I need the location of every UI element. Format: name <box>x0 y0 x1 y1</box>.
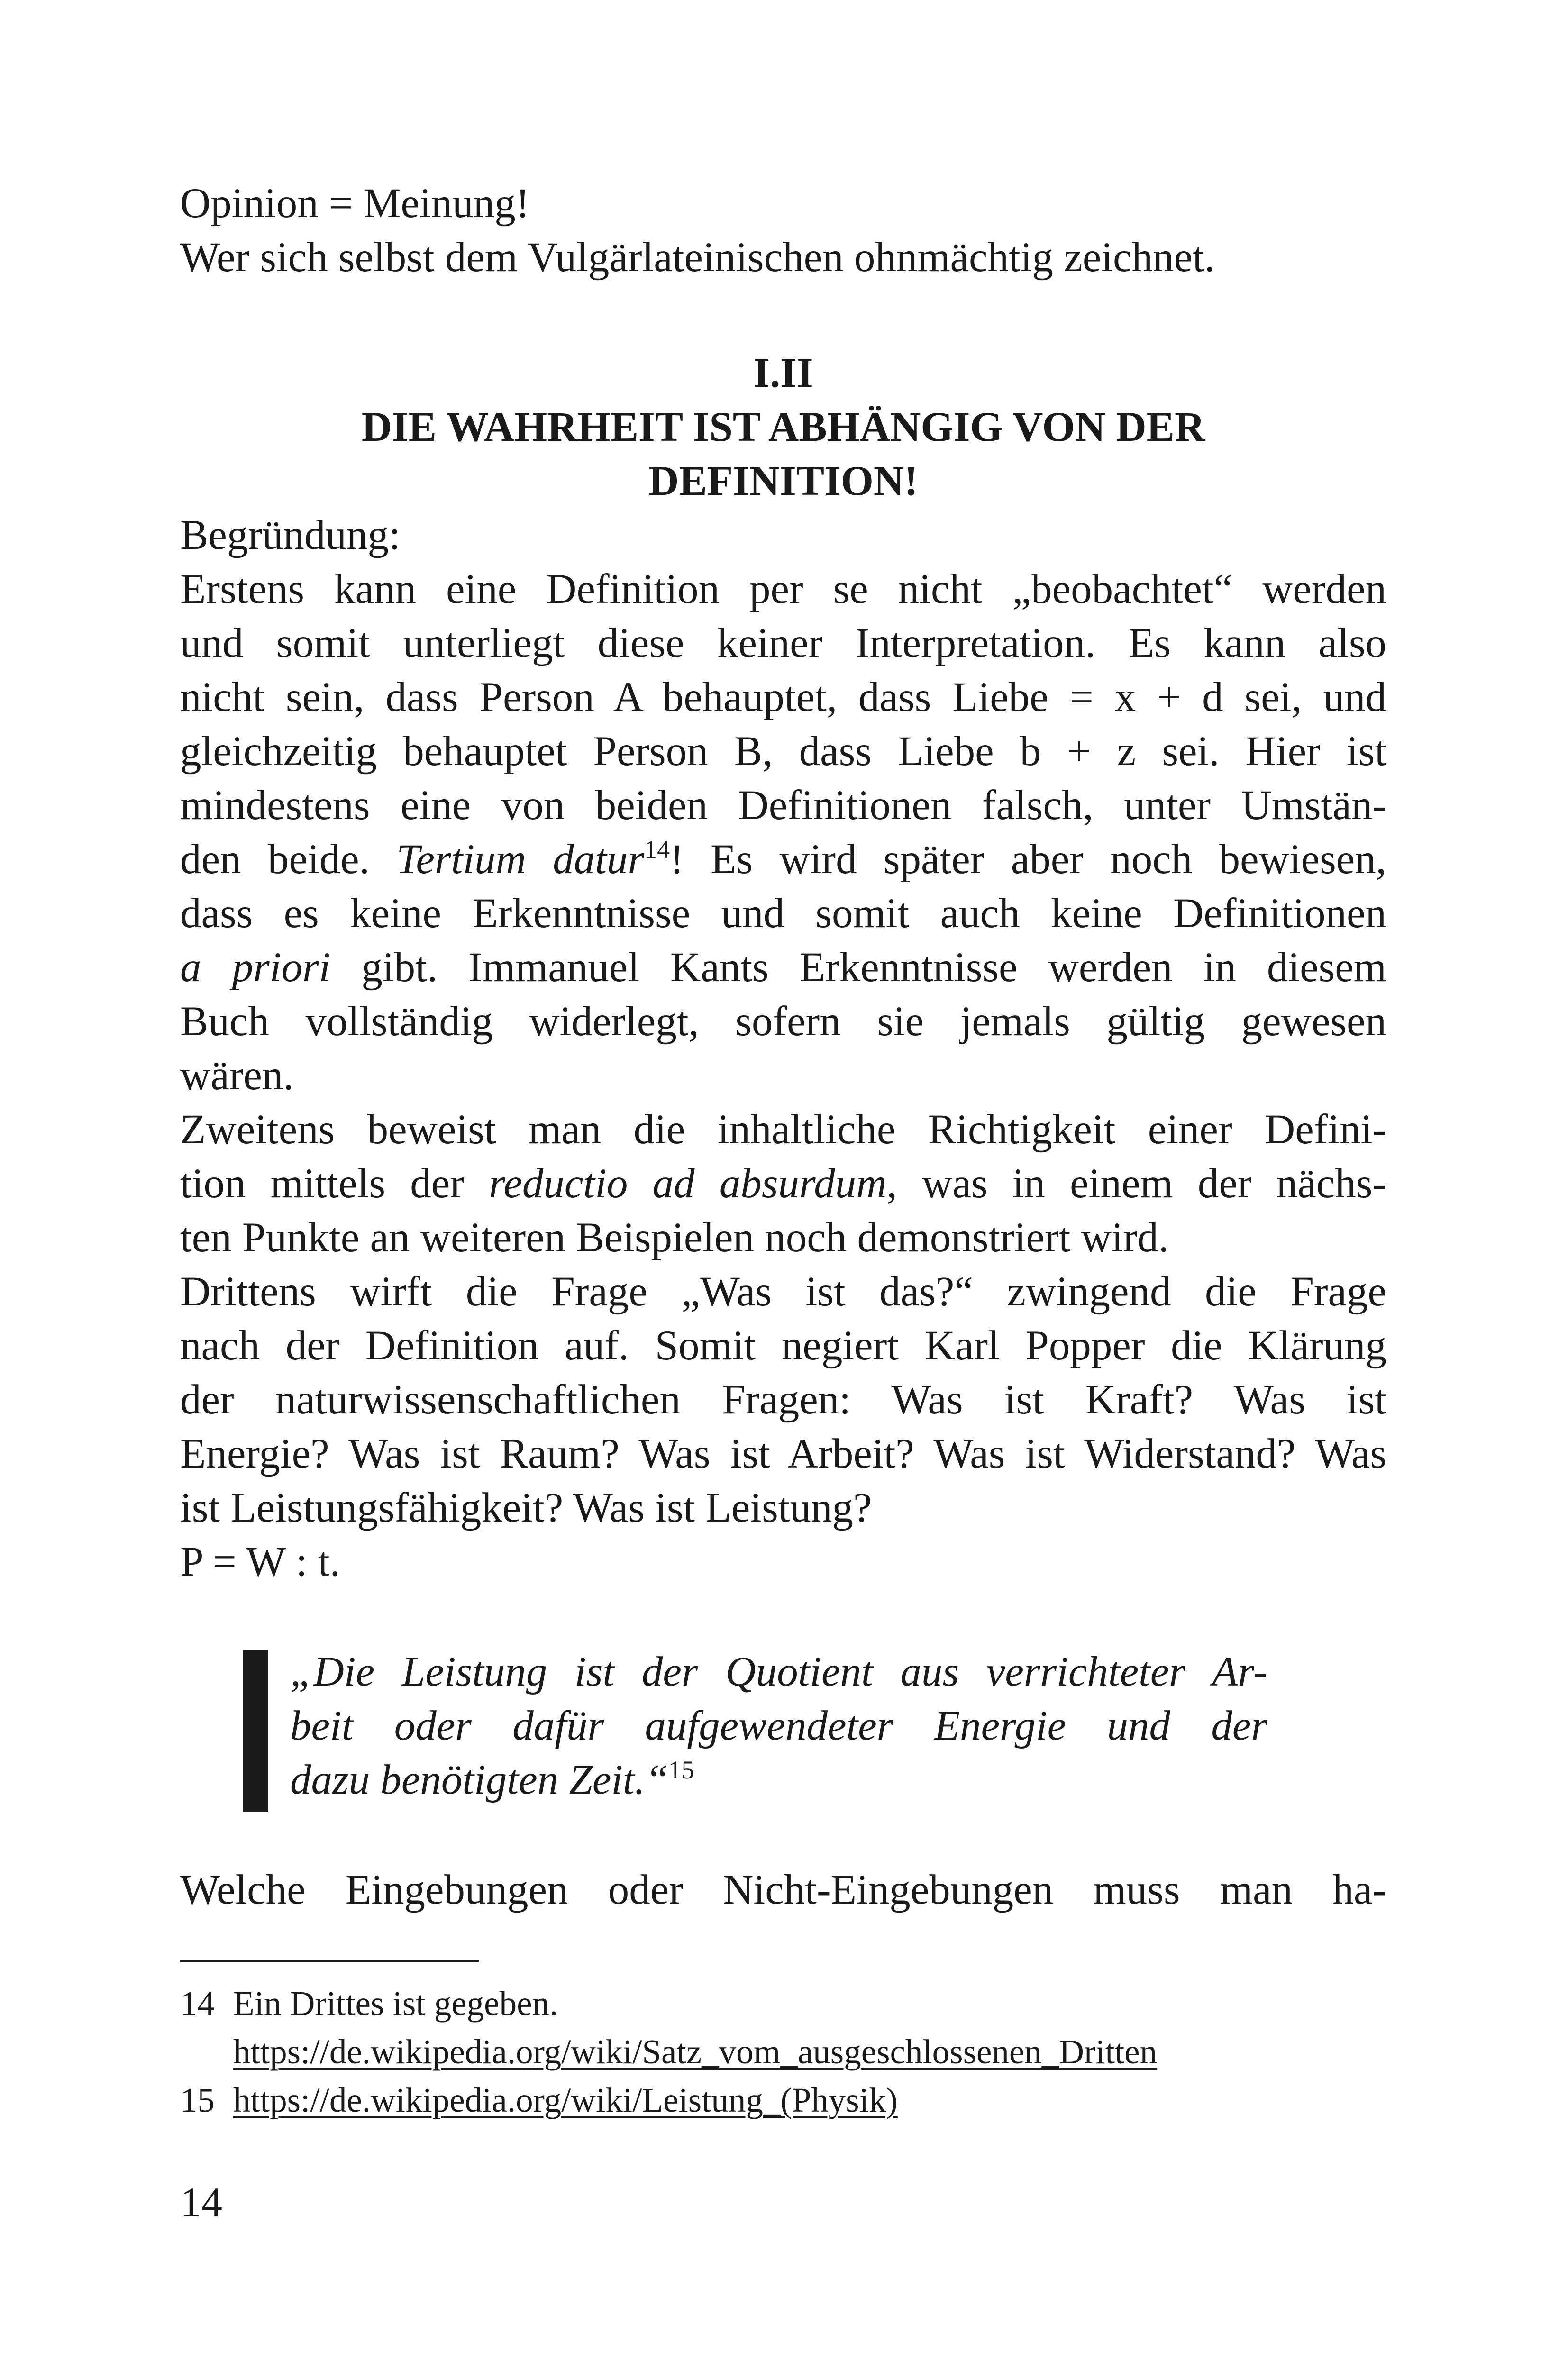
footnote-link[interactable]: https://de.wikipedia.org/wiki/Satz_vom_ausgeschlossenen_Dritten <box>233 2033 1158 2071</box>
italic-term: reductio ad absurdum <box>489 1160 887 1207</box>
paragraph-3-line-4: Energie? Was ist Raum? Was ist Arbeit? Was ist Widerstand? Was <box>180 1431 1386 1477</box>
paragraph-3-line-5: ist Leistungsfähigkeit? Was ist Leistung? <box>180 1485 872 1531</box>
intro-line-1: Opinion = Meinung! <box>180 180 530 227</box>
paragraph-1-line-2: und somit unterliegt diese keiner Interpretation. Es kann also <box>180 620 1386 666</box>
quote-line-1: „Die Leistung ist der Quotient aus verrichteter Ar- <box>290 1649 1267 1695</box>
text-run: gibt. Immanuel Kants Erkenntnisse werden in diesem <box>330 944 1386 991</box>
footnote-ref-15[interactable]: 15 <box>668 1756 694 1784</box>
paragraph-3-line-1: Drittens wirft die Frage „Was ist das?“ zwingend die Frage <box>180 1268 1386 1315</box>
quote-bar <box>243 1650 268 1812</box>
paragraph-1-line-3: nicht sein, dass Person A behauptet, dass Liebe = x + d sei, und <box>180 674 1386 720</box>
paragraph-3-line-2: nach der Definition auf. Somit negiert Karl Popper die Klärung <box>180 1322 1386 1369</box>
text-run: tion mittels der <box>180 1160 489 1207</box>
body-text <box>180 508 1386 1589</box>
footnote-divider <box>180 1960 479 1962</box>
paragraph-1-line-7: dass es keine Erkenntnisse und somit auch keine Definitionen <box>180 890 1386 937</box>
quote-line-2: beit oder dafür aufgewendeter Energie und der <box>290 1703 1267 1749</box>
paragraph-1-line-8 <box>180 940 1386 994</box>
paragraph-2-line-3: ten Punkte an weiteren Beispielen noch demonstriert wird. <box>180 1214 1169 1261</box>
text-run: dazu benötigten Zeit.“ <box>290 1757 669 1803</box>
text-run: den beide. <box>180 836 397 883</box>
paragraph-1-line-6 <box>180 832 1386 886</box>
paragraph-1-line-9: Buch vollständig widerlegt, sofern sie jemals gültig gewesen <box>180 998 1386 1045</box>
italic-term: a priori <box>180 944 331 991</box>
section-number: I.II <box>753 350 813 396</box>
footnote-14 <box>180 1979 1386 2028</box>
block-quote <box>290 1645 1267 1807</box>
footnotes <box>180 1979 1386 2124</box>
formula: P = W : t. <box>180 1539 340 1585</box>
paragraph-1-line-1: Erstens kann eine Definition per se nicht „beobachtet“ werden <box>180 566 1386 612</box>
paragraph-1-line-4: gleichzeitig behauptet Person B, dass Liebe b + z sei. Hier ist <box>180 728 1386 775</box>
quote-line-3 <box>290 1753 1267 1807</box>
italic-term: Tertium datur <box>396 836 645 883</box>
section-title-line-2: DEFINITION! <box>648 458 918 504</box>
footnote-ref-14[interactable]: 14 <box>644 835 670 864</box>
text-run: ! Es wird später aber noch bewiesen, <box>670 836 1386 883</box>
page-number: 14 <box>180 2179 222 2226</box>
closing-block <box>180 1863 1386 1917</box>
footnote-number: 15 <box>180 2081 215 2119</box>
intro-block <box>180 176 1386 284</box>
footnote-15 <box>180 2076 1386 2124</box>
footnote-number: 14 <box>180 1984 215 2023</box>
paragraph-3-line-3: der naturwissenschaftlichen Fragen: Was ist Kraft? Was ist <box>180 1376 1386 1423</box>
section-heading <box>180 346 1386 508</box>
paragraph-2-line-2 <box>180 1157 1386 1211</box>
footnote-link[interactable]: https://de.wikipedia.org/wiki/Leistung_(Physik) <box>233 2081 898 2119</box>
paragraph-2-line-1: Zweitens beweist man die inhaltliche Richtigkeit einer Defini- <box>180 1106 1386 1153</box>
section-title-line-1: DIE WAHRHEIT IST ABHÄNGIG VON DER <box>361 404 1205 450</box>
footnote-14-link-row <box>180 2028 1386 2076</box>
paragraph-1-line-10: wären. <box>180 1052 294 1099</box>
intro-line-2: Wer sich selbst dem Vulgärlateinischen ohnmächtig zeichnet. <box>180 234 1215 281</box>
text-run: , was in einem der nächs- <box>886 1160 1386 1207</box>
begruendung-label: Begründung: <box>180 512 401 558</box>
footnote-text: Ein Drittes ist gegeben. <box>233 1984 558 2023</box>
paragraph-1-line-5: mindestens eine von beiden Definitionen falsch, unter Umstän- <box>180 782 1386 829</box>
closing-line: Welche Eingebungen oder Nicht-Eingebungen muss man ha- <box>180 1867 1386 1913</box>
